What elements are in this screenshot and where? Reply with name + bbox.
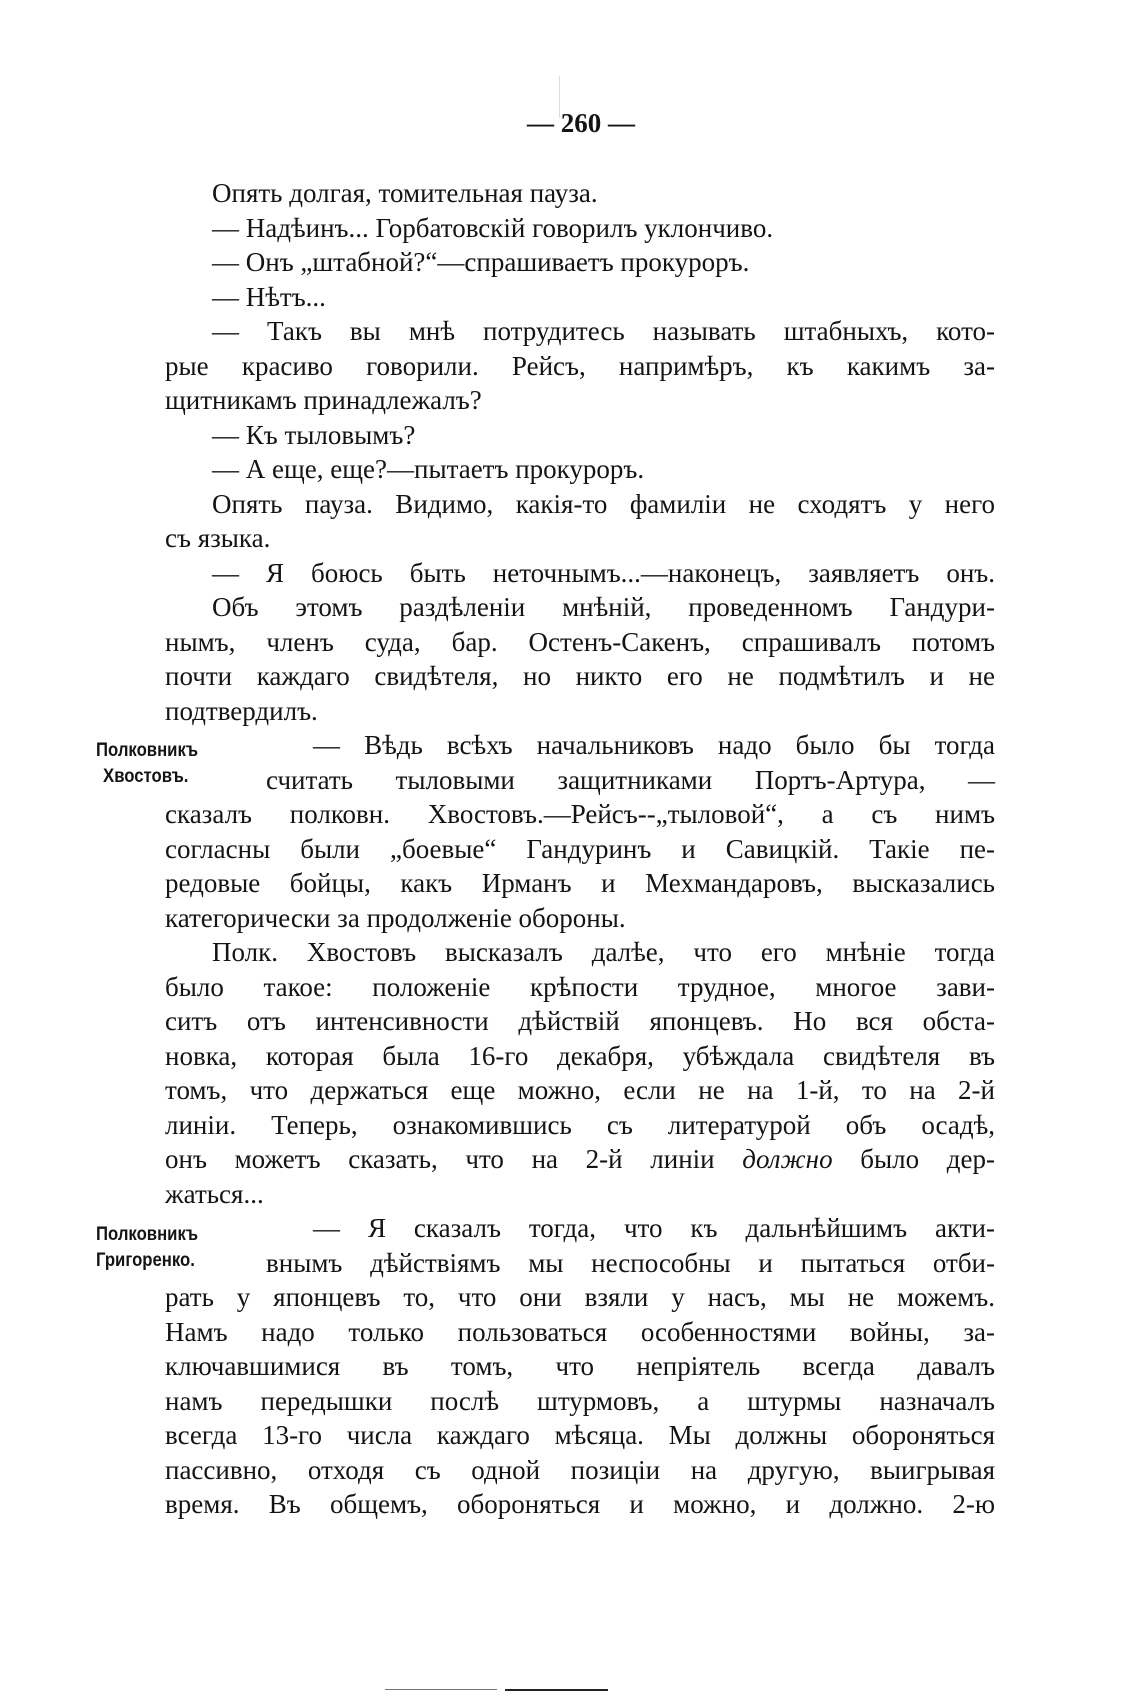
text-segment: было дер- xyxy=(832,1144,995,1174)
text-line: Опять долгая, томительная пауза. xyxy=(212,178,598,208)
text-line: почти каждаго свидѣтеля, но никто его не подмѣтилъ и не xyxy=(165,661,995,691)
margin-note-name: Григоренко. xyxy=(96,1250,195,1271)
text-line: время. Въ общемъ, обороняться и можно, и должно. 2-ю xyxy=(165,1489,995,1519)
text-line: ситъ отъ интенсивности дѣйствій японцевъ. Но вся обста- xyxy=(165,1006,995,1036)
page-body-text xyxy=(165,176,995,1522)
text-line: рые красиво говорили. Рейсъ, напримѣръ, къ какимъ за- xyxy=(165,350,995,381)
text-line: — Вѣдь всѣхъ начальниковъ надо было бы тогда xyxy=(313,730,995,760)
text-line: считать тыловыми защитниками Портъ-Артура, — xyxy=(266,764,995,795)
text-line: съ языка. xyxy=(165,523,271,553)
emphasized-word: должно xyxy=(742,1144,833,1174)
text-line: — Я боюсь быть неточнымъ...—наконецъ, заявляетъ онъ. xyxy=(212,557,995,588)
text-line: Объ этомъ раздѣленіи мнѣній, проведенномъ Гандури- xyxy=(212,592,995,622)
text-line: — Надѣинъ... Горбатовскій говорилъ уклончиво. xyxy=(212,212,774,243)
margin-note-rank: Полковникъ xyxy=(96,1224,199,1245)
text-line: категорически за продолженіе обороны. xyxy=(165,902,626,933)
text-line: томъ, что держаться еще можно, если не на 1-й, то на 2-й xyxy=(165,1075,995,1105)
text-line: рать у японцевъ то, что они взяли у насъ, мы не можемъ. xyxy=(165,1282,995,1312)
text-line xyxy=(165,1142,995,1177)
text-line: щитникамъ принадлежалъ? xyxy=(165,385,482,415)
margin-note-rank: Полковникъ xyxy=(96,740,199,761)
text-line: пассивно, отходя съ одной позиціи на другую, выигрывая xyxy=(165,1454,995,1485)
text-line: редовые бойцы, какъ Ирманъ и Мехмандаровъ, высказались xyxy=(165,868,995,898)
text-line: ключавшимися въ томъ, что непріятель всегда давалъ xyxy=(165,1351,995,1381)
footer-rule-left xyxy=(385,1689,497,1690)
text-line: намъ передышки послѣ штурмовъ, а штурмы назначалъ xyxy=(165,1385,995,1416)
text-line: Опять пауза. Видимо, какія-то фамиліи не сходятъ у него xyxy=(212,488,995,519)
text-line: подтвердилъ. xyxy=(165,695,318,726)
text-line: — Нѣтъ... xyxy=(212,281,326,312)
text-line: сказалъ полковн. Хвостовъ.—Рейсъ--„тыловой“, а съ нимъ xyxy=(165,799,995,829)
text-line: — Я сказалъ тогда, что къ дальнѣйшимъ акти- xyxy=(313,1213,995,1243)
text-line: всегда 13-го числа каждаго мѣсяца. Мы должны обороняться xyxy=(165,1420,995,1450)
text-line: согласны были „боевые“ Гандуринъ и Савицкій. Такіе пе- xyxy=(165,833,995,864)
text-line: — Онъ „штабной?“—спрашиваетъ прокуроръ. xyxy=(212,247,750,277)
text-line: — Такъ вы мнѣ потрудитесь называть штабныхъ, кото- xyxy=(212,316,995,346)
text-line: Полк. Хвостовъ высказалъ далѣе, что его мнѣніе тогда xyxy=(212,937,995,967)
text-line: нымъ, членъ суда, бар. Остенъ-Сакенъ, спрашивалъ потомъ xyxy=(165,626,995,657)
footer-rule-right xyxy=(505,1689,608,1691)
margin-note-name: Хвостовъ. xyxy=(103,766,189,787)
text-line: было такое: положеніе крѣпости трудное, многое зави- xyxy=(165,971,995,1002)
text-line: линіи. Теперь, ознакомившись съ литературой объ осадѣ, xyxy=(165,1109,995,1140)
text-line: жаться... xyxy=(165,1178,264,1209)
page-number: — 260 — xyxy=(527,108,635,138)
text-line: Намъ надо только пользоваться особенностями войны, за- xyxy=(165,1316,995,1347)
text-line: внымъ дѣйствіямъ мы неспособны и пытаться отби- xyxy=(266,1247,995,1278)
text-segment: онъ можетъ сказать, что на 2-й линіи xyxy=(165,1144,743,1174)
text-line: — Къ тыловымъ? xyxy=(212,419,416,450)
text-line: новка, которая была 16-го декабря, убѣждала свидѣтеля въ xyxy=(165,1040,995,1071)
text-line: — А еще, еще?—пытаетъ прокуроръ. xyxy=(212,454,645,484)
